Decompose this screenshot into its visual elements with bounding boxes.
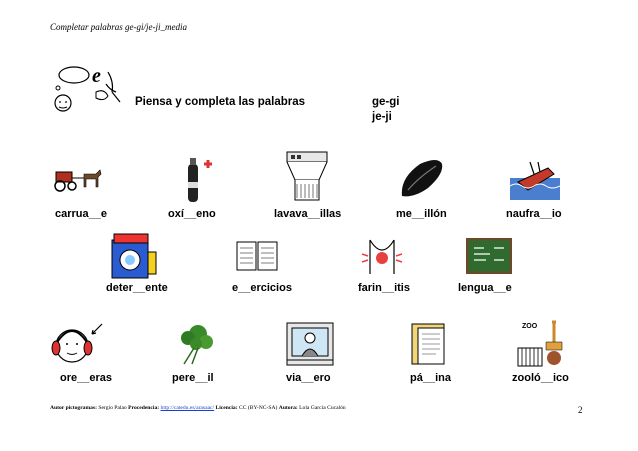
- source-link[interactable]: http://catedu.es/arasaac/: [160, 405, 215, 411]
- shipwreck-icon: [510, 160, 560, 200]
- authors-label: Autora:: [278, 405, 298, 411]
- svg-text:e: e: [92, 65, 101, 87]
- hint-ge-gi: ge-gi: [372, 96, 400, 108]
- detergent-box-icon: [110, 232, 158, 280]
- svg-text:ZOO: ZOO: [522, 323, 538, 330]
- page-title: Completar palabras ge-gi/je-ji_media: [50, 22, 187, 32]
- word-carruaje: carrua__e: [55, 208, 107, 220]
- exercise-book-icon: [236, 240, 278, 272]
- word-oxigeno: oxí__eno: [168, 208, 216, 220]
- instruction-text: Piensa y completa las palabras: [135, 96, 306, 108]
- word-lavavajillas: lavava__illas: [274, 208, 342, 220]
- word-pagina: pá__ina: [410, 372, 451, 384]
- word-viajero: via__ero: [286, 372, 331, 384]
- word-detergente: deter__ente: [106, 282, 168, 294]
- license-label: Licencia:: [215, 405, 238, 411]
- zoo-animals-icon: [514, 318, 568, 368]
- author-name: Sergio Palao: [98, 405, 127, 411]
- blackboard-icon: [466, 238, 512, 274]
- earmuffs-icon: [50, 322, 104, 366]
- author-label: Autor pictogramas:: [50, 405, 97, 411]
- sore-throat-icon: [360, 238, 404, 276]
- license-value: CC (BY-NC-SA): [238, 405, 278, 411]
- word-perejil: pere__il: [172, 372, 214, 384]
- oxygen-tank-icon: [176, 156, 216, 204]
- hint-je-ji: je-ji: [372, 111, 392, 123]
- page-number: 2: [578, 405, 583, 415]
- horse-carriage-icon: [54, 166, 102, 194]
- word-naufragio: naufra__io: [506, 208, 562, 220]
- dishwasher-icon: [285, 150, 329, 202]
- word-faringitis: farin__itis: [358, 282, 410, 294]
- word-orejeras: ore__eras: [60, 372, 112, 384]
- source-label: Procedencia:: [128, 405, 160, 411]
- thinking-face-with-pencil-icon: [50, 62, 130, 112]
- authors-value: Lola García Cucalón: [299, 405, 346, 411]
- word-ejercicios: e__ercicios: [232, 282, 292, 294]
- book-page-icon: [408, 322, 450, 366]
- word-lenguaje: lengua__e: [458, 282, 512, 294]
- footer-credits: [50, 405, 346, 411]
- word-mejillon: me__illón: [396, 208, 447, 220]
- word-zoologico: zooló__ico: [512, 372, 569, 384]
- mussel-icon: [398, 158, 444, 200]
- parsley-icon: [176, 322, 218, 366]
- traveler-window-icon: [286, 322, 334, 366]
